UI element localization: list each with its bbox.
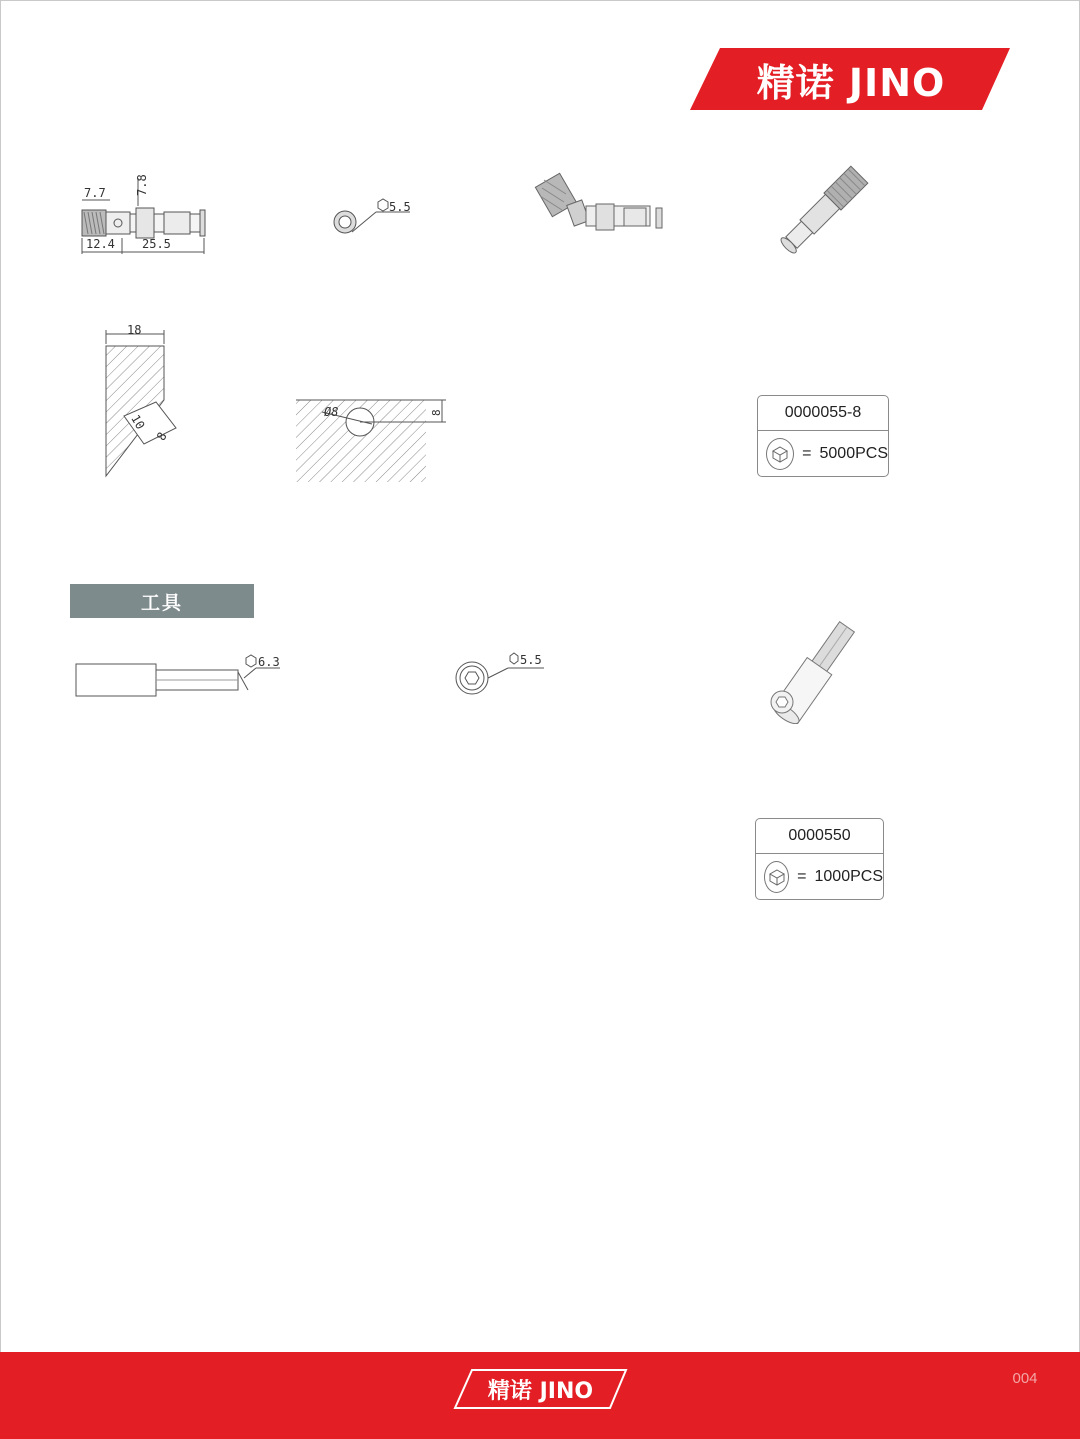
connector-side-drawing xyxy=(78,172,213,258)
section-title-tools: 工具 xyxy=(70,584,254,618)
spec-quantity-row xyxy=(756,854,883,899)
connector-end-drawing xyxy=(330,196,412,240)
package-box-icon xyxy=(764,861,789,893)
package-box-icon xyxy=(766,438,794,470)
dim-25-5: 25.5 xyxy=(142,237,171,251)
connector-3d-photo xyxy=(764,160,884,260)
dim-18: 18 xyxy=(127,323,142,337)
tool-3d-photo xyxy=(758,616,878,724)
hole-diameter-label: Ø8 xyxy=(324,405,339,419)
spec-quantity: 1000PCS xyxy=(814,867,883,885)
panel-section-hole-drawing xyxy=(292,396,452,488)
spec-quantity-row xyxy=(758,431,888,476)
dim-7-8: 7.8 xyxy=(135,174,149,196)
spec-quantity: 5000PCS xyxy=(819,444,888,462)
tool-hex-6-3-label: 6.3 xyxy=(258,655,280,669)
connector-angled-photo xyxy=(532,170,668,242)
dim-10: 10 xyxy=(128,412,148,432)
panel-section-angle-drawing xyxy=(96,320,186,484)
hole-depth-label: 8 xyxy=(430,409,443,416)
dim-8-angle: 8 xyxy=(153,429,170,443)
footer-bar xyxy=(0,1352,1080,1439)
brand-logo-header xyxy=(690,46,1012,112)
page-number: 004 xyxy=(1012,1370,1038,1387)
tool-end-drawing xyxy=(452,648,548,698)
hex-5-5-label: 5.5 xyxy=(389,200,411,214)
footer-logo-text: 精诺 JINO xyxy=(487,1378,594,1404)
spec-box-connector xyxy=(757,395,889,477)
spec-code: 0000550 xyxy=(756,819,883,854)
brand-logo-footer xyxy=(452,1368,629,1410)
spec-box-tool xyxy=(755,818,884,900)
spec-code: 0000055-8 xyxy=(758,396,888,431)
equals-sign: = xyxy=(802,444,812,462)
dim-12-4: 12.4 xyxy=(86,237,115,251)
socket-hex-5-5-label: 5.5 xyxy=(520,653,542,667)
brand-logo-text: 精诺 JINO xyxy=(756,60,946,105)
equals-sign: = xyxy=(797,867,807,885)
dim-7-7: 7.7 xyxy=(84,186,106,200)
tool-side-drawing xyxy=(72,652,284,700)
